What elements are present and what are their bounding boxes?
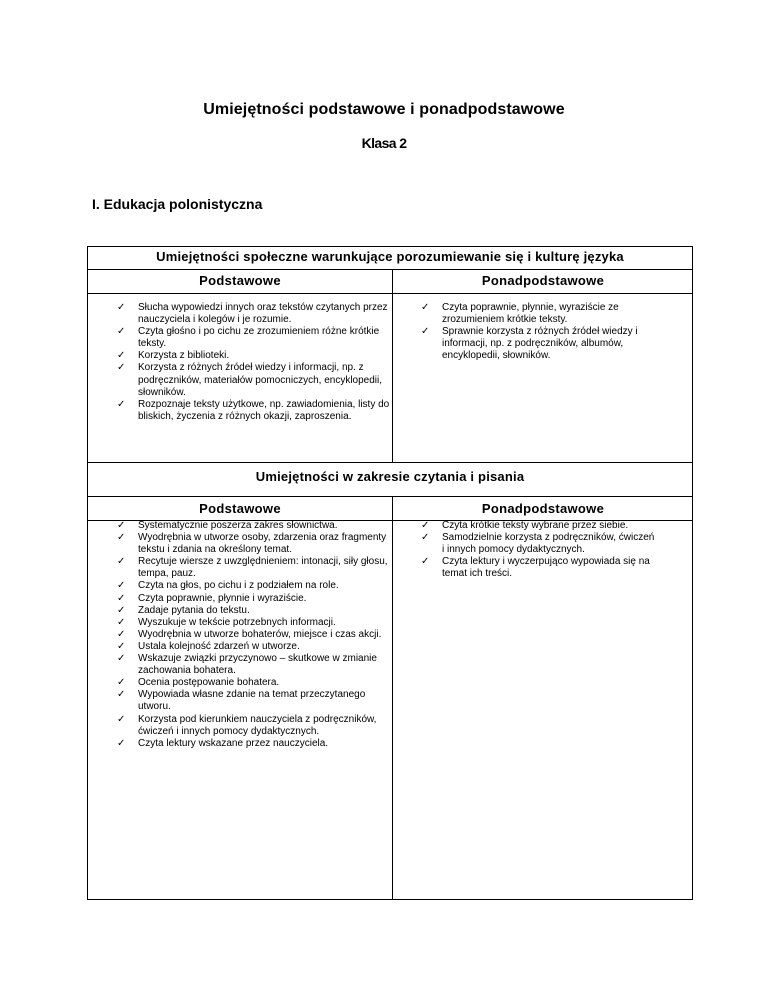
list-item	[117, 580, 393, 592]
list-item-text: Wyodrębnia w utworze osoby, zdarzenia oraz fragmenty tekstu i zdania na określony temat.	[138, 532, 387, 556]
list-item	[117, 605, 393, 617]
list-item	[117, 738, 393, 750]
divider	[88, 462, 692, 463]
divider	[88, 293, 692, 294]
check-icon: ✓	[117, 653, 126, 665]
list-item-text: Ocenia postępowanie bohatera.	[138, 677, 280, 689]
check-icon: ✓	[117, 302, 126, 313]
list-item-text: Czyta głośno i po cichu ze zrozumieniem różne krótkie teksty.	[138, 326, 380, 350]
check-icon: ✓	[117, 532, 126, 544]
check-icon: ✓	[117, 580, 126, 592]
document-subtitle: Klasa 2	[361, 135, 407, 151]
list-item-text: Czyta lektury i wyczerpująco wypowiada się na temat ich treści.	[442, 556, 650, 580]
divider	[88, 496, 692, 497]
check-icon: ✓	[117, 350, 126, 362]
list-item-text: Korzysta z różnych źródeł wiedzy i informacji, np. z podręczników, materiałów pomocniczych, encyklopedii, słowników.	[138, 362, 383, 398]
divider	[88, 269, 692, 270]
list-item-text: Samodzielnie korzysta z podręczników, ćwiczeń i innych pomocy dydaktycznych.	[442, 532, 655, 556]
basic-items-list	[117, 520, 393, 750]
list-item-text: Zadaje pytania do tekstu.	[138, 604, 250, 616]
check-icon: ✓	[117, 604, 126, 616]
check-icon: ✓	[117, 640, 126, 652]
check-icon: ✓	[117, 677, 126, 689]
check-icon: ✓	[117, 616, 126, 628]
list-item-text: Czyta krótkie teksty wybrane przez siebie.	[442, 520, 629, 531]
check-icon: ✓	[421, 556, 430, 568]
advanced-items-list	[421, 520, 657, 580]
list-item-text: Czyta lektury wskazane przez nauczyciela.	[138, 737, 329, 749]
list-item	[117, 362, 393, 398]
list-item	[117, 629, 393, 641]
section-heading: I. Edukacja polonistyczna	[92, 196, 263, 212]
list-item-text: Korzysta pod kierunkiem nauczyciela z podręczników, ćwiczeń i innych pomocy dydaktycznych.	[138, 713, 377, 737]
column-header-advanced: Ponadpodstawowe	[481, 273, 605, 288]
check-icon: ✓	[117, 592, 126, 604]
section-title: Umiejętności społeczne warunkujące porozumiewanie się i kulturę języka	[156, 249, 624, 264]
skills-table	[87, 246, 693, 900]
list-item	[117, 399, 393, 423]
check-icon: ✓	[117, 713, 126, 725]
list-item	[117, 326, 393, 350]
list-item-text: Wyodrębnia w utworze bohaterów, miejsce i czas akcji.	[138, 628, 382, 640]
list-item-text: Wskazuje związki przyczynowo – skutkowe w zmianie zachowania bohatera.	[138, 653, 377, 677]
document-title: Umiejętności podstawowe i ponadpodstawowe	[203, 101, 565, 118]
list-item-text: Systematycznie poszerza zakres słownictwa.	[138, 520, 338, 531]
list-item	[421, 532, 657, 556]
advanced-items-list	[421, 302, 657, 362]
list-item-text: Sprawnie korzysta z różnych źródeł wiedzy i informacji, np. z podręczników, albumów, encyklopedii, słowników.	[442, 326, 638, 362]
check-icon: ✓	[117, 689, 126, 701]
list-item	[117, 714, 393, 738]
list-item-text: Czyta poprawnie, płynnie, wyraziście ze zrozumieniem krótkie teksty.	[442, 302, 619, 326]
check-icon: ✓	[117, 628, 126, 640]
list-item-text: Czyta na głos, po cichu i z podziałem na role.	[138, 580, 339, 592]
column-header-basic: Podstawowe	[199, 501, 281, 516]
list-item-text: Wyszukuje w tekście potrzebnych informacji.	[138, 616, 336, 628]
list-item	[117, 689, 393, 713]
check-icon: ✓	[117, 737, 126, 749]
list-item-text: Rozpoznaje teksty użytkowe, np. zawiadomienia, listy do bliskich, życzenia z różnych okazji, zaproszenia.	[138, 398, 390, 422]
list-item	[117, 641, 393, 653]
list-item	[421, 326, 657, 362]
section-title: Umiejętności w zakresie czytania i pisania	[255, 469, 525, 484]
check-icon: ✓	[421, 532, 430, 544]
check-icon: ✓	[117, 520, 126, 531]
list-item-text: Czyta poprawnie, płynnie i wyraziście.	[138, 592, 307, 604]
list-item	[117, 302, 393, 326]
column-header-advanced: Ponadpodstawowe	[481, 501, 605, 516]
column-header-basic: Podstawowe	[199, 273, 281, 288]
list-item-text: Słucha wypowiedzi innych oraz tekstów czytanych przez nauczyciela i kolegów i je rozumie.	[138, 302, 388, 326]
list-item-text: Korzysta z biblioteki.	[138, 350, 230, 362]
list-item	[421, 556, 657, 580]
list-item	[117, 617, 393, 629]
list-item-text: Ustala kolejność zdarzeń w utworze.	[138, 640, 300, 652]
list-item	[117, 556, 393, 580]
list-item	[421, 520, 657, 532]
list-item	[117, 653, 393, 677]
list-item-text: Wypowiada własne zdanie na temat przeczytanego utworu.	[138, 689, 366, 713]
check-icon: ✓	[117, 362, 126, 374]
check-icon: ✓	[421, 302, 430, 313]
list-item	[421, 302, 657, 326]
check-icon: ✓	[421, 326, 430, 338]
list-item	[117, 593, 393, 605]
check-icon: ✓	[117, 556, 126, 568]
list-item	[117, 520, 393, 532]
basic-items-list	[117, 302, 393, 423]
check-icon: ✓	[421, 520, 430, 531]
check-icon: ✓	[117, 326, 126, 338]
list-item	[117, 532, 393, 556]
check-icon: ✓	[117, 398, 126, 410]
list-item	[117, 350, 393, 362]
list-item	[117, 677, 393, 689]
list-item-text: Recytuje wiersze z uwzględnieniem: intonacji, siły głosu, tempa, pauz.	[138, 556, 388, 580]
